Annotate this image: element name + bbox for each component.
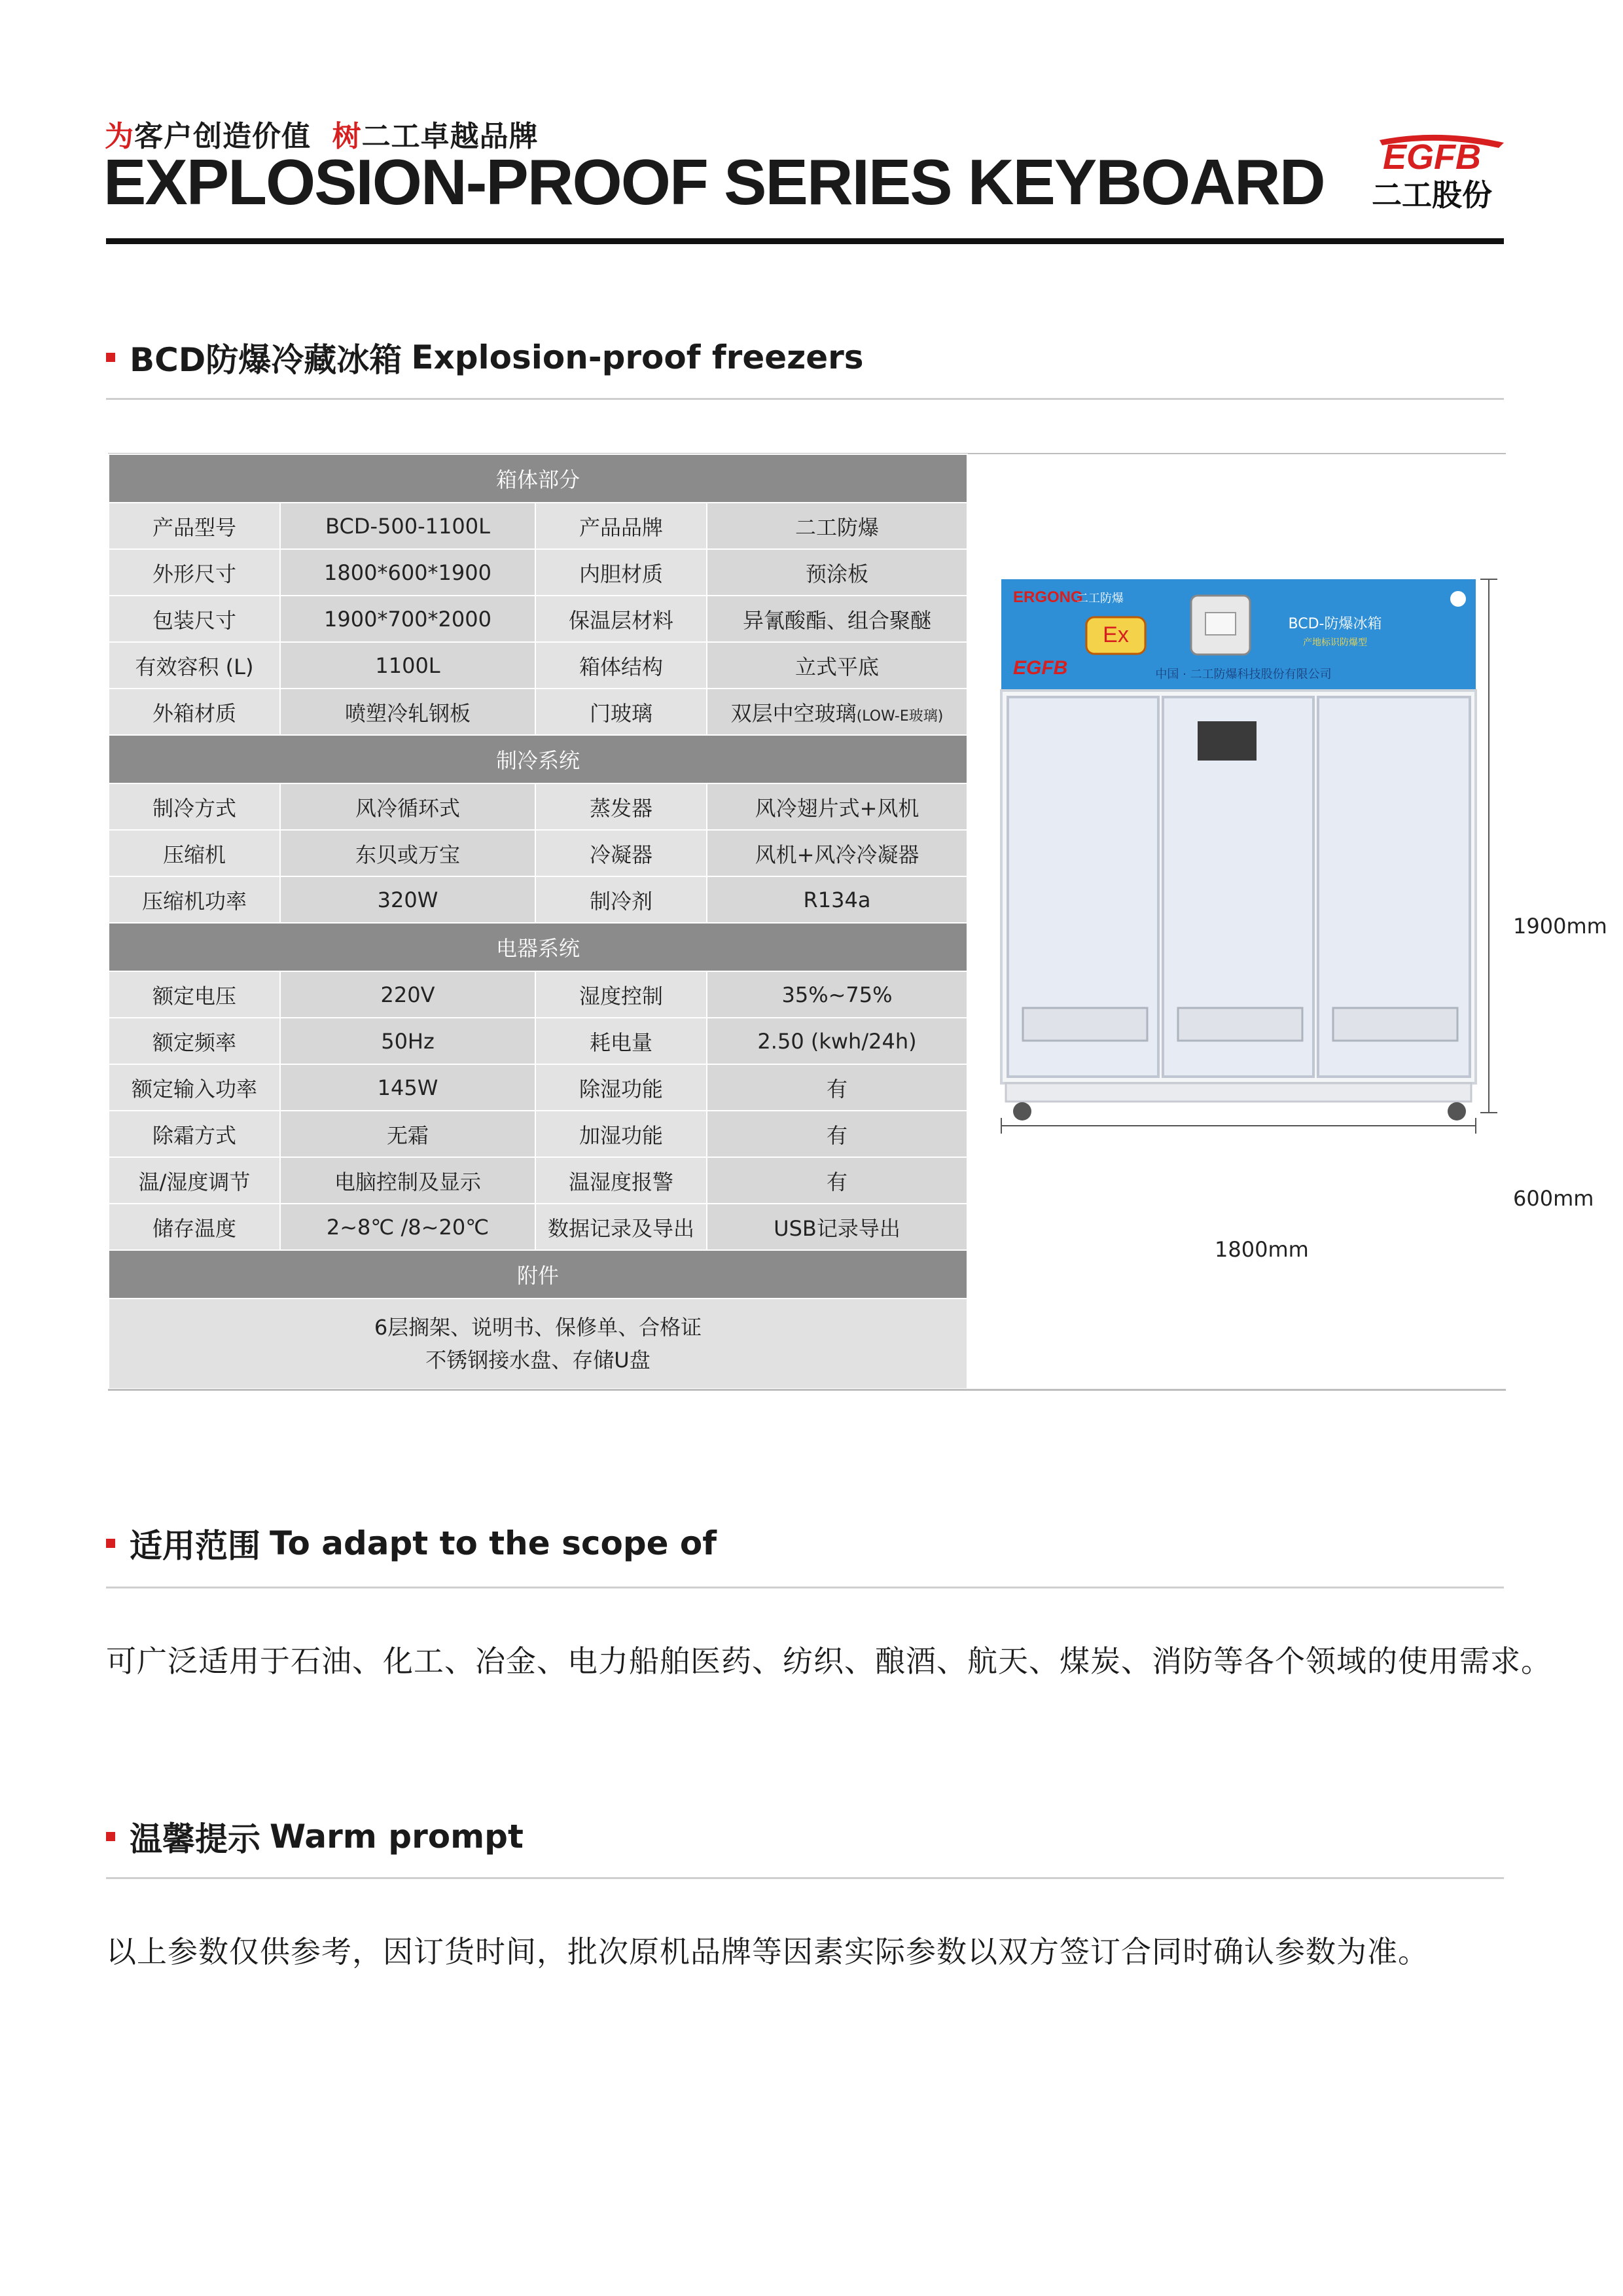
spec-value: 喷塑冷轧钢板 (280, 689, 535, 735)
section-heading-product (106, 334, 864, 381)
spec-value: 50Hz (280, 1018, 535, 1064)
freezer-image (982, 550, 1518, 1244)
spec-label: 外箱材质 (109, 689, 280, 735)
spec-label: 额定频率 (109, 1018, 280, 1064)
spec-value: 1800*600*1900 (280, 549, 535, 596)
spec-label: 温湿度报警 (535, 1157, 707, 1204)
spec-table (108, 454, 968, 1390)
section-title-cn: BCD防爆冷藏冰箱 (130, 341, 402, 379)
spec-label: 包装尺寸 (109, 596, 280, 642)
dimension-height-label: 1900mm (1513, 914, 1607, 939)
spec-label: 有效容积 (L) (109, 642, 280, 689)
freezer-model-label: BCD-防爆冰箱 (1288, 616, 1382, 632)
spec-label: 耗电量 (535, 1018, 707, 1064)
scope-text: 可广泛适用于石油、化工、冶金、电力船舶医药、纺织、酿酒、航天、煤炭、消防等各个领域的使用需求。 (106, 1643, 1552, 1679)
spec-value: 1900*700*2000 (280, 596, 535, 642)
spec-value: 电脑控制及显示 (280, 1157, 535, 1204)
tagline-text-1: 客户创造价值 (134, 120, 311, 153)
table-row (109, 1204, 967, 1250)
spec-label: 储存温度 (109, 1204, 280, 1250)
spec-value: 风冷翅片式+风机 (707, 783, 967, 830)
table-row (109, 971, 967, 1018)
table-row (109, 783, 967, 830)
section-title-en: Explosion-proof freezers (411, 338, 864, 376)
prompt-text: 以上参数仅供参考，因订货时间，批次原机品牌等因素实际参数以双方签订合同时确认参数为准。 (106, 1934, 1429, 1969)
table-row (109, 596, 967, 642)
tagline-accent-2: 树 (332, 120, 362, 153)
shelf-center (1178, 1008, 1302, 1041)
freezer-logo-text: EGFB (1013, 657, 1068, 679)
accessories-row (109, 1299, 967, 1389)
table-row (109, 1018, 967, 1064)
table-row (109, 503, 967, 549)
spec-label: 额定输入功率 (109, 1064, 280, 1111)
shelf-right (1333, 1008, 1457, 1041)
spec-label: 制冷剂 (535, 876, 707, 923)
spec-label: 箱体结构 (535, 642, 707, 689)
spec-value (707, 689, 967, 735)
spec-label: 除湿功能 (535, 1064, 707, 1111)
logo-cn-text: 二工股份 (1372, 177, 1492, 213)
spec-label: 温/湿度调节 (109, 1157, 280, 1204)
section-heading-scope (106, 1520, 717, 1567)
page-title: EXPLOSION-PROOF SERIES KEYBOARD (103, 146, 1325, 218)
dimension-width-label: 1800mm (1215, 1237, 1309, 1262)
table-row (109, 876, 967, 923)
nameplate-inner (1205, 613, 1236, 635)
logo-text: EGFB (1382, 137, 1482, 177)
section-divider (106, 1587, 1504, 1588)
bullet-icon (106, 1832, 115, 1841)
freezer-maker-line: 中国 · 二工防爆科技股份有限公司 (1155, 668, 1332, 681)
spec-label: 内胆材质 (535, 549, 707, 596)
table-row (109, 689, 967, 735)
section-title-cn: 温馨提示 (130, 1820, 260, 1858)
spec-value: 220V (280, 971, 535, 1018)
section-label: 电器系统 (109, 923, 967, 971)
section-label: 制冷系统 (109, 735, 967, 783)
table-row (109, 1064, 967, 1111)
indicator-light-icon (1450, 591, 1466, 607)
spec-label: 蒸发器 (535, 783, 707, 830)
spec-label: 湿度控制 (535, 971, 707, 1018)
spec-value: 2.50 (kwh/24h) (707, 1018, 967, 1064)
spec-value: 二工防爆 (707, 503, 967, 549)
accessories-line-2: 不锈钢接水盘、存储U盘 (425, 1348, 651, 1372)
bullet-icon (106, 353, 115, 362)
section-label: 附件 (109, 1250, 967, 1299)
egfb-logo (1353, 128, 1510, 213)
spec-value: R134a (707, 876, 967, 923)
spec-section-header (109, 1250, 967, 1299)
section-heading-prompt (106, 1813, 524, 1860)
spec-label: 压缩机功率 (109, 876, 280, 923)
section-divider (106, 398, 1504, 400)
spec-label: 门玻璃 (535, 689, 707, 735)
spec-value: 2~8℃ /8~20℃ (280, 1204, 535, 1250)
spec-value: 有 (707, 1064, 967, 1111)
spec-section-header (109, 454, 967, 503)
section-label: 箱体部分 (109, 454, 967, 503)
spec-value: 无霜 (280, 1111, 535, 1157)
spec-label: 产品品牌 (535, 503, 707, 549)
spec-value: 1100L (280, 642, 535, 689)
caster-wheel-icon (1448, 1102, 1466, 1121)
freezer-brand-cn: 二工防爆 (1077, 592, 1124, 605)
glass-note: (LOW-E玻璃) (856, 708, 944, 725)
fan-unit-icon (1198, 721, 1257, 761)
spec-value: 35%~75% (707, 971, 967, 1018)
table-row (109, 549, 967, 596)
spec-label: 制冷方式 (109, 783, 280, 830)
spec-label: 冷凝器 (535, 830, 707, 876)
spec-value: 风机+风冷冷凝器 (707, 830, 967, 876)
spec-value: 预涂板 (707, 549, 967, 596)
title-divider (106, 238, 1504, 244)
spec-label: 加湿功能 (535, 1111, 707, 1157)
shelf-left (1023, 1008, 1147, 1041)
spec-value: 立式平底 (707, 642, 967, 689)
table-row (109, 642, 967, 689)
tagline-accent-1: 为 (105, 120, 134, 153)
table-row (109, 1157, 967, 1204)
spec-value: 有 (707, 1157, 967, 1204)
accessories-line-1: 6层搁架、说明书、保修单、合格证 (374, 1315, 702, 1340)
spec-value: 320W (280, 876, 535, 923)
section-title-en: Warm prompt (270, 1818, 524, 1856)
section-title-cn: 适用范围 (130, 1527, 260, 1565)
caster-wheel-icon (1013, 1102, 1031, 1121)
spec-section-header (109, 735, 967, 783)
spec-value: 风冷循环式 (280, 783, 535, 830)
spec-value-text: 双层中空玻璃 (730, 700, 857, 726)
dimension-depth-label: 600mm (1513, 1186, 1594, 1211)
spec-value: 东贝或万宝 (280, 830, 535, 876)
freezer-sub-label: 产地标识防爆型 (1303, 637, 1367, 648)
spec-value: 145W (280, 1064, 535, 1111)
tagline-text-2: 二工卓越品牌 (361, 120, 539, 153)
spec-value: BCD-500-1100L (280, 503, 535, 549)
spec-label: 除霜方式 (109, 1111, 280, 1157)
spec-label: 保温层材料 (535, 596, 707, 642)
spec-value: 异氰酸酯、组合聚醚 (707, 596, 967, 642)
spec-label: 压缩机 (109, 830, 280, 876)
table-row (109, 830, 967, 876)
spec-value: USB记录导出 (707, 1204, 967, 1250)
spec-label: 额定电压 (109, 971, 280, 1018)
ex-mark-text: Ex (1103, 622, 1129, 647)
accessories-cell (109, 1299, 967, 1389)
section-divider (106, 1877, 1504, 1879)
bullet-icon (106, 1539, 115, 1548)
spec-bottom-rule (108, 1389, 1506, 1391)
spec-section-header (109, 923, 967, 971)
table-row (109, 1111, 967, 1157)
spec-value: 有 (707, 1111, 967, 1157)
spec-label: 外形尺寸 (109, 549, 280, 596)
spec-label: 数据记录及导出 (535, 1204, 707, 1250)
spec-label: 产品型号 (109, 503, 280, 549)
section-title-en: To adapt to the scope of (270, 1524, 717, 1562)
freezer-brand-text: ERGONG (1013, 588, 1083, 606)
freezer-base (1006, 1083, 1471, 1102)
